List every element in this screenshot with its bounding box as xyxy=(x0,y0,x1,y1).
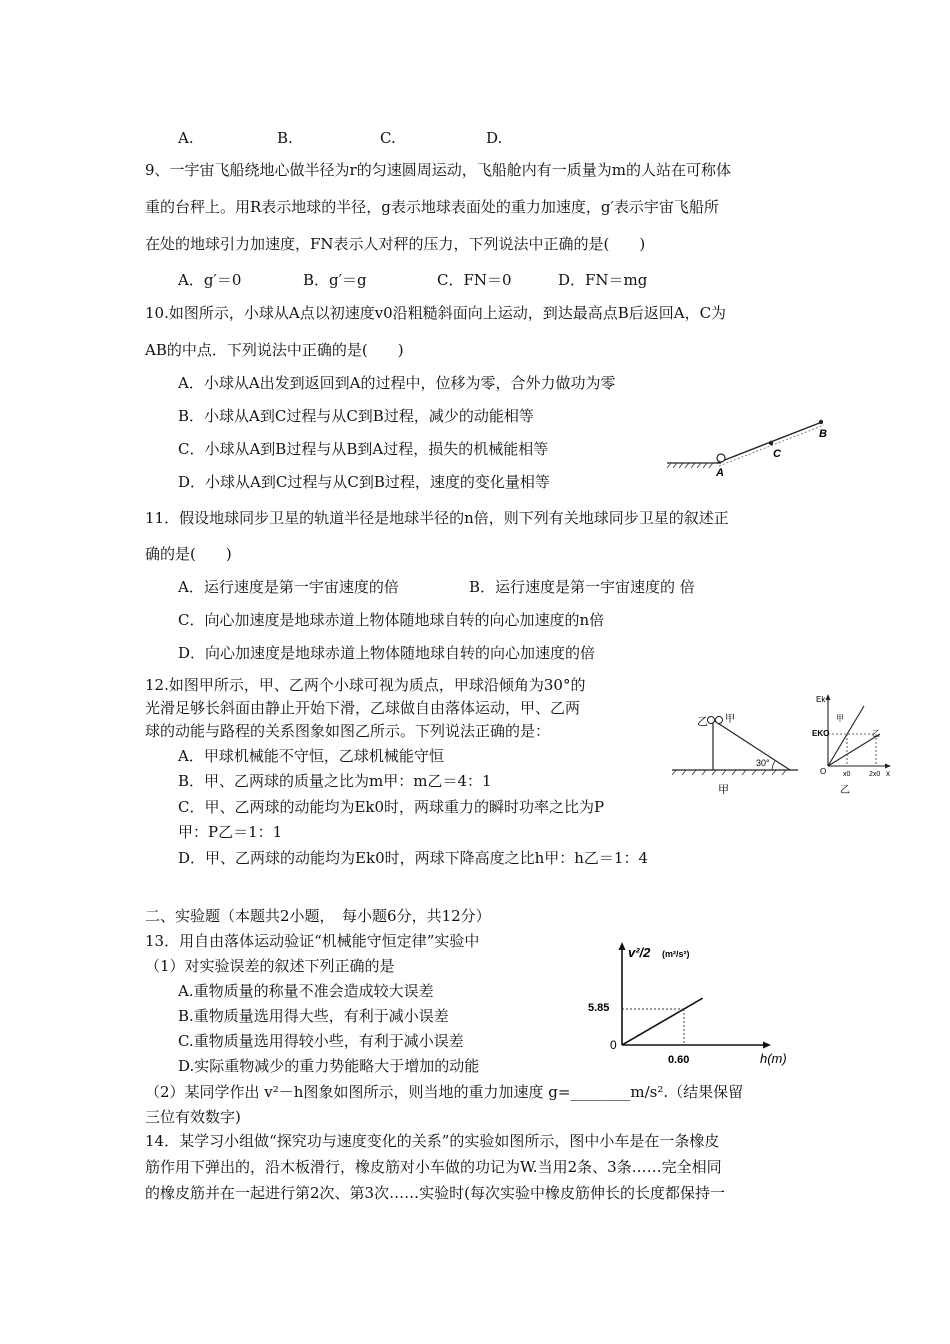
fig-right-caption: 乙 xyxy=(840,785,850,796)
q13-option-a: A.重物质量的称量不准会造成较大误差 xyxy=(178,982,434,1000)
fig-right-ek0-label: EKO xyxy=(812,729,830,738)
top-option-a: A. xyxy=(178,129,194,147)
q9-line-1: 9、一宇宙飞船绕地心做半径为r的匀速圆周运动，飞船舱内有一质量为m的人站在可称体 xyxy=(145,161,731,179)
graph-x-label: h(m) xyxy=(760,1051,787,1066)
q10-incline-figure xyxy=(665,416,840,478)
q12-line-3: 球的动能与路程的关系图象如图乙所示。下列说法正确的是： xyxy=(145,722,551,740)
q14-line-1: 14．某学习小组做“探究功与速度变化的关系”的实验如图所示，图中小车是在一条橡皮 xyxy=(145,1132,720,1150)
top-option-d: D. xyxy=(486,129,503,147)
q10-line-2: AB的中点．下列说法中正确的是( ) xyxy=(145,341,404,359)
q9-option-d: D．FN＝mg xyxy=(558,271,648,289)
q13-option-d: D.实际重物减少的重力势能略大于增加的动能 xyxy=(178,1057,480,1075)
graph-y-unit: (m²/s²) xyxy=(662,949,690,959)
fig-left-ball-label-jia: 甲 xyxy=(725,714,735,725)
graph-x-value: 0.60 xyxy=(668,1054,690,1066)
q13-line-1: 13．用自由落体运动验证“机械能守恒定律”实验中 xyxy=(145,932,480,950)
q11-option-d: D．向心加速度是地球赤道上物体随地球自转的向心加速度的倍 xyxy=(178,644,596,662)
q9-option-b: B．g′＝g xyxy=(303,271,367,289)
fig-right-x0: x0 xyxy=(843,771,851,778)
q12-incline-figure xyxy=(668,705,808,800)
q13-part2-line-2: 三位有效数字) xyxy=(145,1108,241,1126)
label-c: C xyxy=(773,448,781,460)
q12-option-d: D．甲、乙两球的动能均为Ek0时，两球下降高度之比h甲：h乙＝1：4 xyxy=(178,849,649,867)
fig-right-y-axis-label: Ek xyxy=(816,695,826,704)
fig-right-line-yi: 乙 xyxy=(872,729,880,738)
q10-option-d: D．小球从A到C过程与从C到B过程，速度的变化量相等 xyxy=(178,473,550,491)
q13-v2-h-graph xyxy=(584,937,814,1067)
q11-line-1: 11．假设地球同步卫星的轨道半径是地球半径的n倍，则下列有关地球同步卫星的叙述正 xyxy=(145,509,729,527)
q12-option-c: C．甲、乙两球的动能均为Ek0时，两球重力的瞬时功率之比为P xyxy=(178,798,605,816)
top-option-b: B. xyxy=(277,129,293,147)
q12-option-c-cont: 甲：P乙＝1：1 xyxy=(178,823,283,841)
fig-left-caption: 甲 xyxy=(718,784,729,796)
fig-right-origin: O xyxy=(820,767,827,776)
section-2-heading: 二、实验题（本题共2小题， 每小题6分，共12分） xyxy=(145,907,491,925)
q9-option-c: C．FN＝0 xyxy=(437,271,512,289)
q9-line-3: 在处的地球引力加速度，FN表示人对秤的压力，下列说法中正确的是( ) xyxy=(145,235,646,253)
q12-option-b: B．甲、乙两球的质量之比为m甲：m乙＝4：1 xyxy=(178,772,492,790)
fig-left-ball-label-yi: 乙 xyxy=(697,716,708,728)
q11-option-a: A．运行速度是第一宇宙速度的倍 xyxy=(178,578,399,596)
fig-right-2x0: 2x0 xyxy=(869,771,881,778)
q10-option-c: C．小球从A到B过程与从B到A过程，损失的机械能相等 xyxy=(178,440,549,458)
q13-part2-line-1: （2）某同学作出 v²－h图象如图所示，则当地的重力加速度 g=________m/s².（结果保留 xyxy=(145,1083,744,1101)
q11-option-b: B．运行速度是第一宇宙速度的 倍 xyxy=(469,578,695,596)
label-a: A xyxy=(716,467,724,478)
q11-line-2: 确的是( ) xyxy=(145,545,232,563)
q12-line-1: 12.如图甲所示，甲、乙两个小球可视为质点，甲球沿倾角为30°的 xyxy=(145,676,586,694)
q13-option-c: C.重物质量选用得较小些，有利于减小误差 xyxy=(178,1032,464,1050)
q10-option-a: A．小球从A出发到返回到A的过程中，位移为零，合外力做功为零 xyxy=(178,374,616,392)
q12-ek-graph xyxy=(812,690,894,798)
graph-origin: 0 xyxy=(610,1038,617,1052)
q13-data-line-group xyxy=(622,998,703,1045)
label-b: B xyxy=(819,428,827,440)
fig-right-line-jia: 甲 xyxy=(836,714,844,723)
series-line xyxy=(622,998,703,1045)
q13-line-2: （1）对实验误差的叙述下列正确的是 xyxy=(145,957,395,975)
q10-option-b: B．小球从A到C过程与从C到B过程，减少的动能相等 xyxy=(178,407,534,425)
q10-line-1: 10.如图所示，小球从A点以初速度v0沿粗糙斜面向上运动，到达最高点B后返回A，C为 xyxy=(145,304,727,322)
q14-line-3: 的橡皮筋并在一起进行第2次、第3次……实验时(每次实验中橡皮筋伸长的长度都保持一 xyxy=(145,1184,725,1202)
graph-y-value: 5.85 xyxy=(588,1002,610,1014)
fig-left-angle: 30° xyxy=(756,758,770,768)
q13-option-b: B.重物质量选用得大些，有利于减小误差 xyxy=(178,1007,449,1025)
q9-line-2: 重的台秤上。用R表示地球的半径，g表示地球表面处的重力加速度，g′表示宇宙飞船所 xyxy=(145,198,719,216)
top-option-c: C. xyxy=(380,129,396,147)
q12-line-2: 光滑足够长斜面由静止开始下滑，乙球做自由落体运动，甲、乙两 xyxy=(145,699,581,717)
q12-option-a: A．甲球机械能不守恒，乙球机械能守恒 xyxy=(178,747,444,765)
q9-option-a: A．g′＝0 xyxy=(178,271,242,289)
q14-line-2: 筋作用下弹出的，沿木板滑行，橡皮筋对小车做的功记为W.当用2条、3条……完全相同 xyxy=(145,1158,722,1176)
q11-option-c: C．向心加速度是地球赤道上物体随地球自转的向心加速度的n倍 xyxy=(178,611,605,629)
graph-y-label: v²/2 xyxy=(628,945,651,960)
fig-right-x-axis-label: x xyxy=(886,769,890,778)
